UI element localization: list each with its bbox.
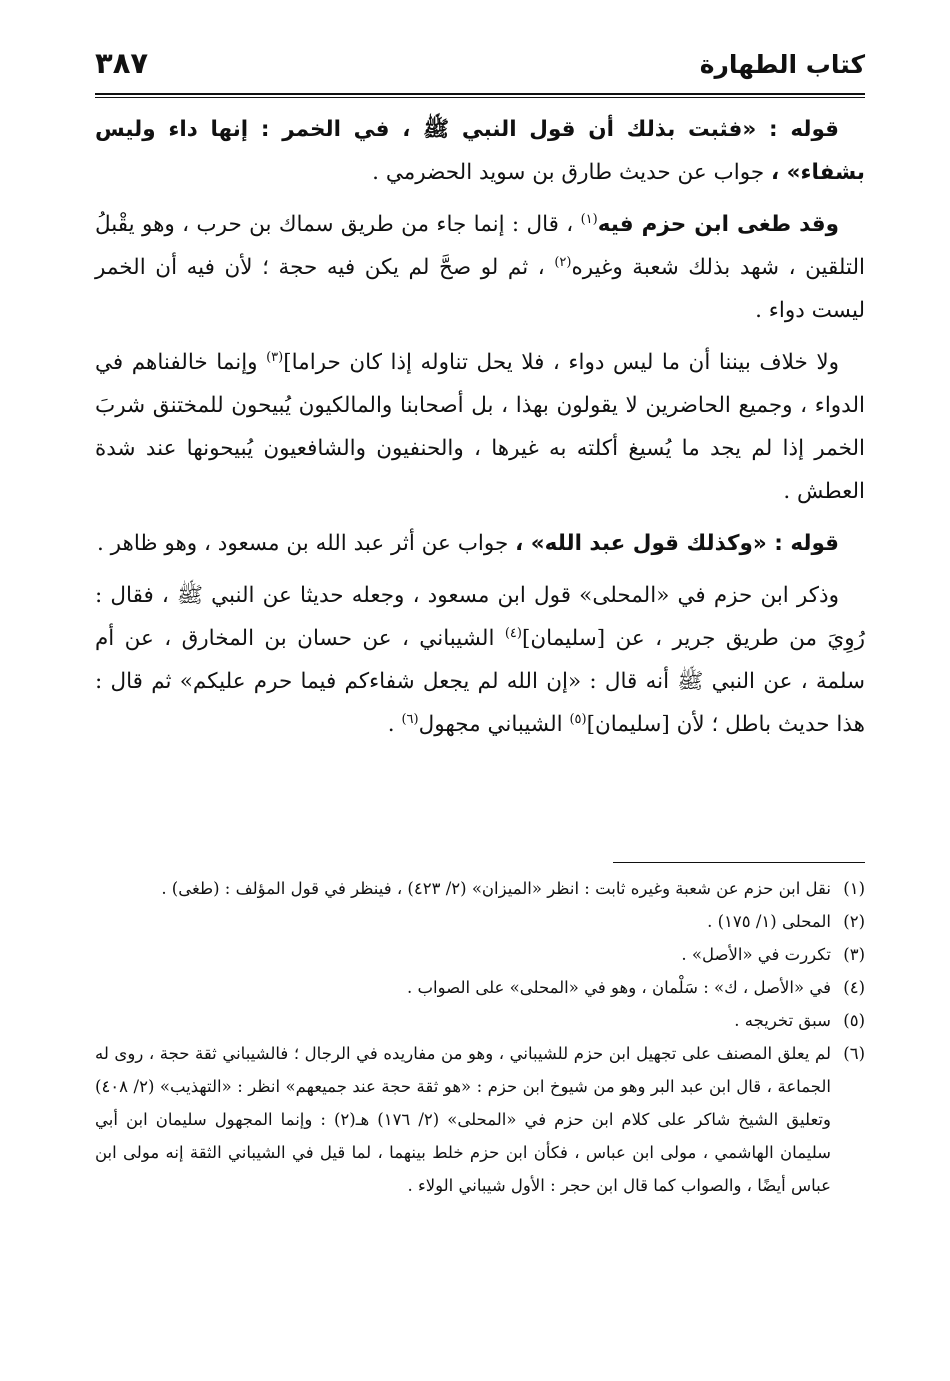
footnote-item	[95, 1004, 865, 1037]
footnote-number: (٣)	[843, 945, 865, 964]
paragraph-text: جواب عن أثر عبد الله بن مسعود ، وهو ظاهر .	[97, 531, 516, 556]
quoted-heading: قوله : «وكذلك قول عبد الله» ،	[515, 531, 839, 556]
paragraph-5	[95, 574, 865, 746]
footnote-item	[95, 971, 865, 1004]
footnote-text: لم يعلق المصنف على تجهيل ابن حزم للشيباني ، وهو من مفاريده في الرجال ؛ فالشيباني ثقة حجة ، روى له الجماعة ، قال ابن عبد البر وهو من شيوخ ابن حزم : «هو ثقة حجة عند جميعهم» انظر : «التهذيب» (٢/ ٤٠٨) وتعليق الشيخ شاكر على كلام ابن حزم في «المحلى» (٢/ ١٧٦) هـ(٢) : وإنما المجهول سليمان ابن أبي سليمان الهاشمي ، مولى ابن عباس ، فكأن ابن حزم خلط بينهما ، لما قيل في الشيباني الثقة إنه مولى ابن عباس أيضًا ، والصواب كما قال ابن حجر : الأول شيباني الولاء .	[95, 1044, 831, 1195]
book-page	[95, 0, 865, 1381]
footnote-ref: (٣)	[266, 349, 284, 365]
page-number: ٣٨٧	[95, 46, 149, 80]
footnote-item	[95, 905, 865, 938]
footnote-number: (٤)	[843, 978, 865, 997]
footnote-text: في «الأصل ، ك» : سَلْمان ، وهو في «المحلى» على الصواب .	[407, 978, 831, 997]
footnote-number: (٦)	[843, 1044, 865, 1063]
footnote-number: (٥)	[843, 1011, 865, 1030]
footnote-text: تكررت في «الأصل» .	[681, 945, 831, 964]
footnote-ref: (١)	[580, 211, 598, 227]
footnote-ref: (٢)	[554, 254, 572, 270]
footnote-text: سبق تخريجه .	[734, 1011, 831, 1030]
running-header	[95, 46, 865, 86]
footnote-item	[95, 938, 865, 971]
footnote-text: نقل ابن حزم عن شعبة وغيره ثابت : انظر «الميزان» (٢/ ٤٢٣) ، فينظر في قول المؤلف : (طغى) .	[161, 879, 831, 898]
footnote-ref: (٥)	[569, 711, 587, 727]
paragraph-text: ولا خلاف بيننا أن ما ليس دواء ، فلا يحل تناوله إذا كان حراما]	[283, 350, 839, 375]
paragraph-text: الشيباني ، عن حسان بن المخارق ، عن أم سلمة ، عن النبي ﷺ أنه قال : «إن الله لم يجعل شفاءكم فيما حرم عليكم» ثم قال : هذا حديث باطل ؛ لأن [سليمان]	[95, 626, 865, 737]
footnote-ref: (٤)	[504, 625, 522, 641]
paragraph-3	[95, 341, 865, 513]
quoted-heading: وقد طغى ابن حزم فيه	[597, 212, 839, 237]
paragraph-text: وإنما خالفناهم في الدواء ، وجميع الحاضرين لا يقولون بهذا ، بل أصحابنا والمالكيون يُبيحون للمختنق شربَ الخمر إذا لم يجد ما يُسيغ أكلته به غيرها ، والحنفيون والشافعيون يُبيحونها عند شدة العطش .	[95, 350, 865, 504]
paragraph-text: وذكر ابن حزم في «المحلى» قول ابن مسعود ، وجعله حديثا عن النبي ﷺ ، فقال : رُوِيَ من طريق جرير ، عن [سليمان]	[95, 583, 866, 651]
paragraph-text: جواب عن حديث طارق بن سويد الحضرمي .	[372, 160, 771, 185]
footnote-text: المحلى (١/ ١٧٥) .	[707, 912, 831, 931]
main-text	[95, 108, 865, 755]
footnote-number: (١)	[843, 879, 865, 898]
header-rule	[95, 93, 865, 98]
footnote-item	[95, 872, 865, 905]
chapter-title: كتاب الطهارة	[699, 50, 865, 79]
paragraph-1	[95, 108, 865, 194]
quoted-heading: قوله : «فثبت بذلك أن قول النبي ﷺ ، في الخمر : إنها داء وليس بشفاء» ،	[95, 117, 865, 185]
paragraph-text: ، ثم لو صحَّ لم يكن فيه حجة ؛ لأن فيه أن الخمر ليست دواء .	[95, 255, 865, 323]
paragraph-text: الشيباني مجهول	[418, 712, 570, 737]
footnote-separator	[613, 862, 865, 863]
paragraph-4	[95, 522, 865, 565]
footnote-item	[95, 1037, 865, 1202]
footnotes	[95, 872, 865, 1202]
paragraph-text: .	[387, 712, 402, 737]
paragraph-2	[95, 203, 865, 332]
footnote-number: (٢)	[843, 912, 865, 931]
paragraph-text: ، قال : إنما جاء من طريق سماك بن حرب ، وهو يقْبلُ التلقين ، شهد بذلك شعبة وغيره	[95, 212, 866, 280]
footnote-ref: (٦)	[401, 711, 419, 727]
